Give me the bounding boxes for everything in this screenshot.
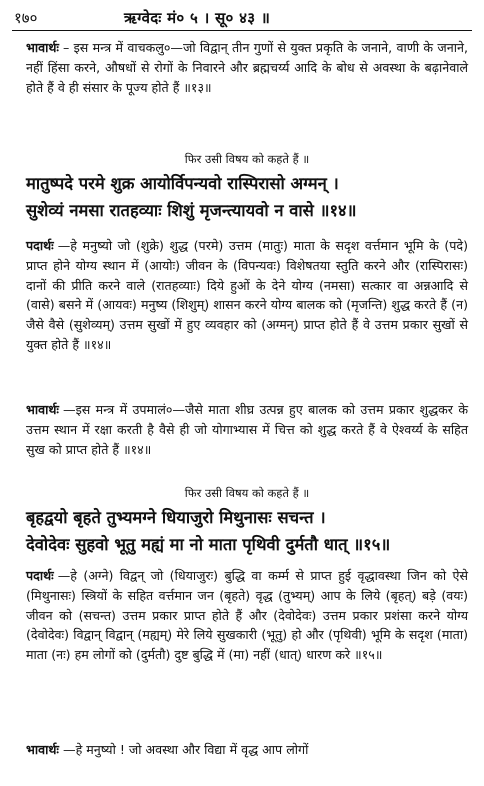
running-title: ऋग्वेदः मं० ५ । सू० ४३ ॥ xyxy=(124,9,271,27)
bhavartha-text: —हे मनुष्यो ! जो अवस्था और विद्या में वृद्ध आप लोगों xyxy=(62,742,309,757)
bhavartha-paragraph-13 xyxy=(26,38,468,97)
page-header xyxy=(14,6,470,28)
padartha-paragraph-14 xyxy=(26,236,468,355)
bhavartha-text: —इस मन्त्र में उपमालं०—जैसे माता शीघ्र उत्पन्न हुए बालक को उत्तम प्रकार शुद्धकर के उत्तम स्थान में रक्षा करती है वैसे ही जो योगाभ्यास में चित्त को शुद्ध करते हैं वे ऐश्वर्य्य के सहित सुख को प्राप्त होते हैं ॥१४॥ xyxy=(26,402,468,457)
section-heading: फिर उसी विषय को कहते हैं ॥ xyxy=(184,486,310,500)
padartha-label: पदार्थः xyxy=(26,238,54,253)
bhavartha-label: भावार्थः xyxy=(26,402,59,417)
mantra-line: मातुष्पदे परमे शुक्र आयोर्विपन्यवो रास्पिरासो अग्मन् । xyxy=(26,174,339,193)
padartha-label: पदार्थः xyxy=(26,568,54,583)
mantra-14 xyxy=(26,170,468,224)
bhavartha-paragraph-14 xyxy=(26,400,468,459)
bhavartha-label: भावार्थः xyxy=(26,40,59,55)
padartha-paragraph-15 xyxy=(26,566,468,665)
padartha-text: —हे मनुष्यो जो (शुक्रे) शुद्ध (परमे) उत्तम (मातुः) माता के सदृश वर्त्तमान भूमि के (पदे) प्राप्त होने योग्य स्थान में (आयोः) जीवन के (विपन्यवः) विशेषतया स्तुति करने और (रास्पिरासः) दानों की प्रीति करने वाले (रातहव्याः) दिये हुओं के देने योग्य (नमसा) सत्कार वा अन्नआदि से (वासे) बसने में (आयवः) मनुष्य (शिशुम्) शासन करने योग्य बालक को (मृजन्ति) शुद्ध करते हैं (न) जैसे वैसे (सुशेव्यम्) उत्तम सुखों में हुए व्यवहार को (अग्मन्) प्राप्त होते हैं वे उत्तम प्रकार सुखों से युक्त होते हैं ॥१४॥ xyxy=(26,238,468,352)
bhavartha-paragraph-15 xyxy=(26,740,468,760)
mantra-line: बृहद्वयो बृहते तुभ्यमग्ने धियाजुरो मिथुनासः सचन्त । xyxy=(26,508,326,527)
padartha-text: —हे (अग्ने) विद्वन् जो (धियाजुरः) बुद्धि वा कर्म्म से प्राप्त हुई वृद्धावस्था जिन को ऐसे (मिथुनासः) स्त्रियों के सहित वर्त्तमान जन (बृहते) वृद्ध (तुभ्यम्) आप के लिये (बृहत्) बड़े (वयः) जीवन को (सचन्त) उत्तम प्रकार प्राप्त होते हैं और (देवोदेवः) उत्तम प्रकार प्रशंसा करने योग्य (देवोदेवः) विद्वान् विद्वान् (मह्यम्) मेरे लिये सुखकारी (भूतु) हो और (पृथिवी) भूमि के सदृश (माता) माता (नः) हम लोगों को (दुर्मतौ) दुष्ट बुद्धि में (मा) नहीं (धात्) धारण करे ॥१५॥ xyxy=(26,568,468,663)
header-rule xyxy=(12,30,472,31)
section-heading: फिर उसी विषय को कहते हैं ॥ xyxy=(184,152,310,166)
mantra-line: सुशेव्यं नमसा रातहव्याः शिशुं मृजन्त्यायवो न वासे ॥१४॥ xyxy=(26,201,357,220)
bhavartha-label: भावार्थः xyxy=(26,742,59,757)
bhavartha-text: – इस मन्त्र में वाचकलु०—जो विद्वान् तीन गुणों से युक्त प्रकृति के जनाने, वाणी के जनाने, नहीं हिंसा करने, औषधों से रोगों के निवारने और ब्रह्मचर्य्य आदि के बोध से अवस्था के बढ़ानेवाले होते हैं वे ही संसार के पूज्य होते हैं ॥१३॥ xyxy=(26,40,468,95)
page-number: १७० xyxy=(14,9,38,27)
mantra-line: देवोदेवः सुहवो भूतु मह्यं मा नो माता पृथिवी दुर्मतौ धात् ॥१५॥ xyxy=(26,535,391,554)
mantra-15 xyxy=(26,504,468,558)
